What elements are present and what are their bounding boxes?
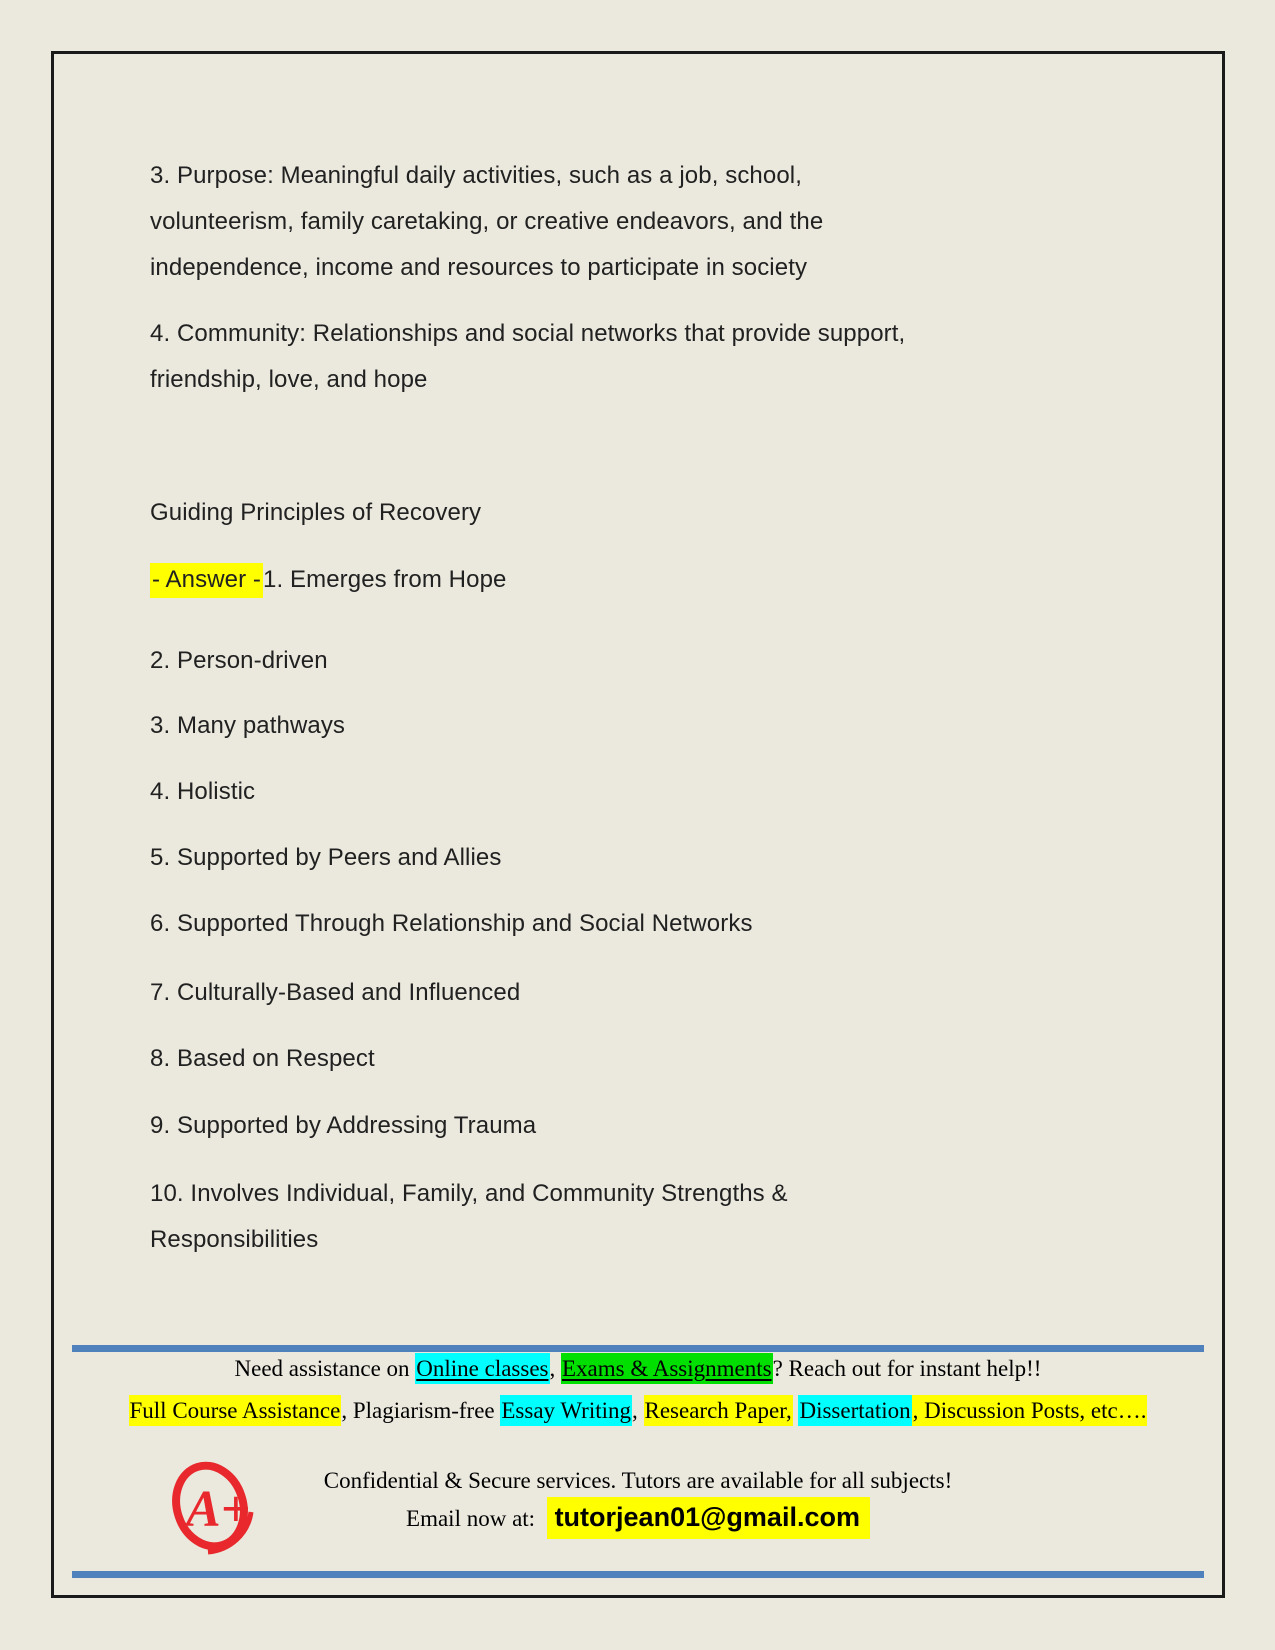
bottom-separator-rule <box>72 1571 1204 1578</box>
research-paper-label: Research Paper, <box>644 1395 793 1426</box>
full-course-assistance-label: Full Course Assistance <box>129 1395 342 1426</box>
online-classes-link[interactable]: Online classes <box>415 1353 549 1384</box>
footer-text-run: ? Reach out for instant help!! <box>772 1356 1042 1381</box>
discussion-posts-label: , Discussion Posts, etc…. <box>912 1395 1148 1426</box>
footer-text-run: Need assistance on <box>234 1356 416 1381</box>
footer-text-run: , Plagiarism-free <box>341 1398 501 1423</box>
purpose-line-2: volunteerism, family caretaking, or creative endeavors, and the <box>150 208 824 235</box>
email-address[interactable]: tutorjean01@gmail.com <box>547 1497 870 1539</box>
principle-item-8: 8. Based on Respect <box>150 1045 375 1072</box>
purpose-paragraph <box>150 153 1140 291</box>
community-line-2: friendship, love, and hope <box>150 366 428 393</box>
footer-text-run: , <box>632 1398 644 1423</box>
top-separator-rule <box>72 1345 1204 1352</box>
principle-10-line-1: 10. Involves Individual, Family, and Community Strengths & <box>150 1180 788 1207</box>
community-line-1: 4. Community: Relationships and social networks that provide support, <box>150 320 906 347</box>
principle-10-line-2: Responsibilities <box>150 1226 319 1253</box>
footer-secure-line: Confidential & Secure services. Tutors are available for all subjects! <box>323 1468 953 1493</box>
footer-assistance-line <box>64 1356 1212 1382</box>
essay-writing-label: Essay Writing <box>500 1395 632 1426</box>
principle-item-9: 9. Supported by Addressing Trauma <box>150 1112 537 1139</box>
answer-line <box>150 557 1140 603</box>
dissertation-label: Dissertation <box>798 1395 911 1426</box>
a-plus-logo-text: A+ <box>186 1481 251 1538</box>
principle-item-6: 6. Supported Through Relationship and Social Networks <box>150 910 753 937</box>
a-plus-logo-icon <box>168 1460 256 1560</box>
email-label: Email now at: <box>406 1506 536 1531</box>
principle-item-10 <box>150 1171 1140 1263</box>
community-paragraph <box>150 311 1140 403</box>
principle-item-3: 3. Many pathways <box>150 712 346 739</box>
principle-item-5: 5. Supported by Peers and Allies <box>150 844 502 871</box>
footer-services-line <box>64 1398 1212 1424</box>
answer-highlight: - Answer - <box>150 563 263 598</box>
principle-item-7: 7. Culturally-Based and Influenced <box>150 979 521 1006</box>
principle-item-4: 4. Holistic <box>150 778 256 805</box>
principle-item-2: 2. Person-driven <box>150 647 328 674</box>
purpose-line-3: independence, income and resources to participate in society <box>150 254 808 281</box>
purpose-line-1: 3. Purpose: Meaningful daily activities, such as a job, school, <box>150 162 802 189</box>
answer-text: 1. Emerges from Hope <box>263 566 507 593</box>
exams-assignments-link[interactable]: Exams & Assignments <box>561 1353 773 1384</box>
recovery-heading: Guiding Principles of Recovery <box>150 499 482 526</box>
footer-text-run: , <box>549 1356 561 1381</box>
